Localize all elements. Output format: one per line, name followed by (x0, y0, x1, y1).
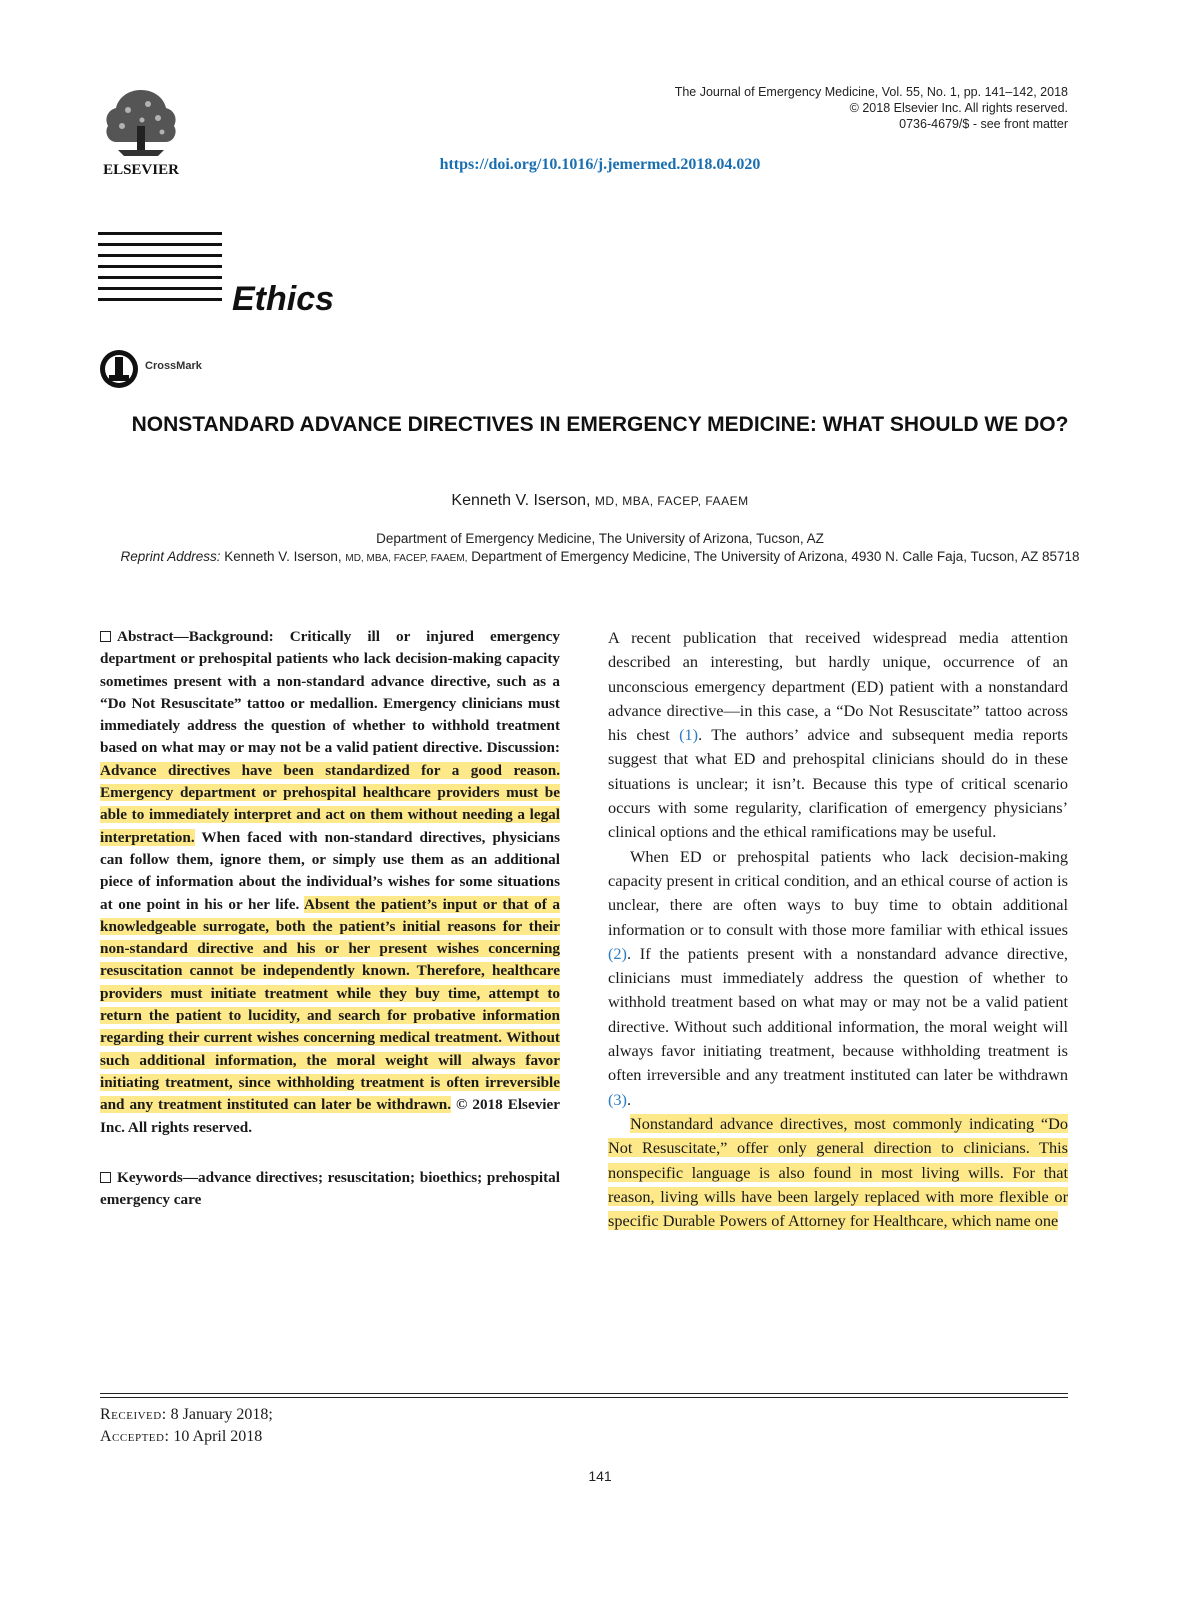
section-rules (98, 232, 222, 309)
accepted-line (100, 1426, 273, 1448)
abstract (100, 626, 560, 1139)
department: Department of Emergency Medicine, The University of Arizona, Tucson, AZ (376, 531, 824, 546)
highlight-2: Absent the patient’s input or that of a knowledgeable surrogate, both the patient’s initial reasons for their non-standard directive and his or her present wishes concerning resuscitation cannot be independently known. Therefore, healthcare providers must initiate treatment while they buy time, attempt to return the patient to lucidity, and search for probative information regarding their current wishes concerning medical treatment. Without such additional information, the moral weight will always favor initiating treatment, since withholding treatment is often irreversible and any treatment instituted can later be withdrawn. (100, 895, 561, 1114)
checkbox-icon (100, 1172, 111, 1183)
reference-link-2[interactable]: (2) (608, 943, 627, 963)
received-date: 8 January 2018; (170, 1406, 273, 1423)
author-line (0, 492, 1200, 510)
reprint-name: Kenneth V. Iserson, (224, 549, 342, 564)
issn-line: 0736-4679/$ - see front matter (899, 117, 1068, 131)
received-label: Received: (100, 1406, 167, 1423)
reprint-address (100, 548, 1100, 568)
body-paragraph-1 (608, 626, 1068, 845)
body-text: . If the patients present with a nonstandard advance directive, clinicians must immediately address the question of whether to withhold treatment based on what may or may not be a valid patient directive. Without such additional information, the moral weight will always favor initiating treatment, because withholding treatment is often irreversible and any treatment instituted can later be withdrawn (608, 943, 1068, 1085)
abstract-text-3: © 2018 Elsevier Inc. All rights reserved. (100, 1096, 560, 1136)
body-text: A recent publication that received widespread media attention described an interesting, but hardly unique, occurrence of an unconscious emergency department (ED) patient with a nonstandard advance directive—in this case, a “Do Not Resuscitate” tattoo across his chest (608, 628, 1068, 745)
received-line (100, 1404, 273, 1426)
crossmark-icon[interactable] (98, 348, 140, 390)
abstract-text-2: When faced with non-standard directives, physicians can follow them, ignore them, or simply use them as an additional piece of information about the individual’s wishes for some situations at one point in his or her life. (100, 828, 560, 913)
reprint-address-text: Department of Emergency Medicine, The University of Arizona, 4930 N. Calle Faja, Tucson, AZ 85718 (471, 549, 1080, 564)
body-paragraph-3 (608, 1112, 1068, 1233)
article-title: NONSTANDARD ADVANCE DIRECTIVES IN EMERGENCY MEDICINE: WHAT SHOULD WE DO? (131, 413, 1069, 436)
body-paragraph-2 (608, 845, 1068, 1112)
reprint-degrees: MD, MBA, FACEP, FAAEM, (345, 553, 468, 564)
highlight-1: Advance directives have been standardized for a good reason. Emergency department or prehospital healthcare providers must be able to immediately interpret and act on them without needing a legal interpretation. (100, 761, 560, 846)
journal-citation (675, 84, 1068, 132)
crossmark-label: CrossMark (145, 360, 202, 372)
abstract-text-1: Abstract—Background: Critically ill or injured emergency department or prehospital patients who lack decision-making capacity sometimes present with a non-standard advance directive, such as a “Do Not Resuscitate” tattoo or medallion. Emergency clinicians must immediately address the question of whether to withhold treatment based on what may or may not be a valid patient directive. Discussion: (100, 628, 560, 757)
affiliation-block (100, 530, 1100, 568)
abstract-column (100, 626, 560, 1211)
copyright-line: © 2018 Elsevier Inc. All rights reserved. (849, 101, 1068, 115)
publisher-name: ELSEVIER (103, 162, 179, 178)
footer-divider (100, 1393, 1068, 1394)
journal-line: The Journal of Emergency Medicine, Vol. 55, No. 1, pp. 141–142, 2018 (674, 85, 1068, 99)
keywords (100, 1167, 560, 1212)
accepted-date: 10 April 2018 (173, 1428, 263, 1445)
body-column (608, 626, 1068, 1233)
keywords-text: Keywords—advance directives; resuscitation; bioethics; prehospital emergency care (100, 1168, 560, 1209)
author-degrees: MD, MBA, FACEP, FAAEM (594, 494, 749, 508)
body-text: . The authors’ advice and subsequent media reports suggest that what ED and prehospital clinicians should do in these situations is unclear; it isn’t. Because this type of critical scenario occurs with some regularity, clarification of emergency physicians’ clinical options and the ethical ramifications may be useful. (608, 725, 1069, 842)
reprint-label: Reprint Address: (120, 549, 221, 564)
highlight-3: Nonstandard advance directives, most commonly indicating “Do Not Resuscitate,” offer only general direction to clinicians. This nonspecific language is also found in most living wills. For that reason, living wills have been largely replaced with more flexible or specific Durable Powers of Attorney for Healthcare, which name one (608, 1113, 1068, 1231)
article-dates (100, 1404, 273, 1448)
checkbox-icon (100, 631, 111, 642)
reference-link-3[interactable]: (3) (608, 1089, 627, 1109)
body-text: When ED or prehospital patients who lack decision-making capacity present in critical condition, and an ethical course of action is unclear, there are often ways to buy time to obtain additional information or to consult with those more familiar with ethical issues (608, 846, 1068, 939)
section-heading: Ethics (232, 280, 335, 318)
doi-link[interactable]: https://doi.org/10.1016/j.jemermed.2018.04.020 (439, 156, 761, 173)
accepted-label: Accepted: (100, 1428, 170, 1445)
page-number: 141 (588, 1468, 612, 1484)
reference-link-1[interactable]: (1) (679, 725, 699, 745)
author-name: Kenneth V. Iserson, (451, 492, 591, 509)
footer-divider (100, 1397, 1068, 1398)
body-text: . (626, 1089, 632, 1109)
